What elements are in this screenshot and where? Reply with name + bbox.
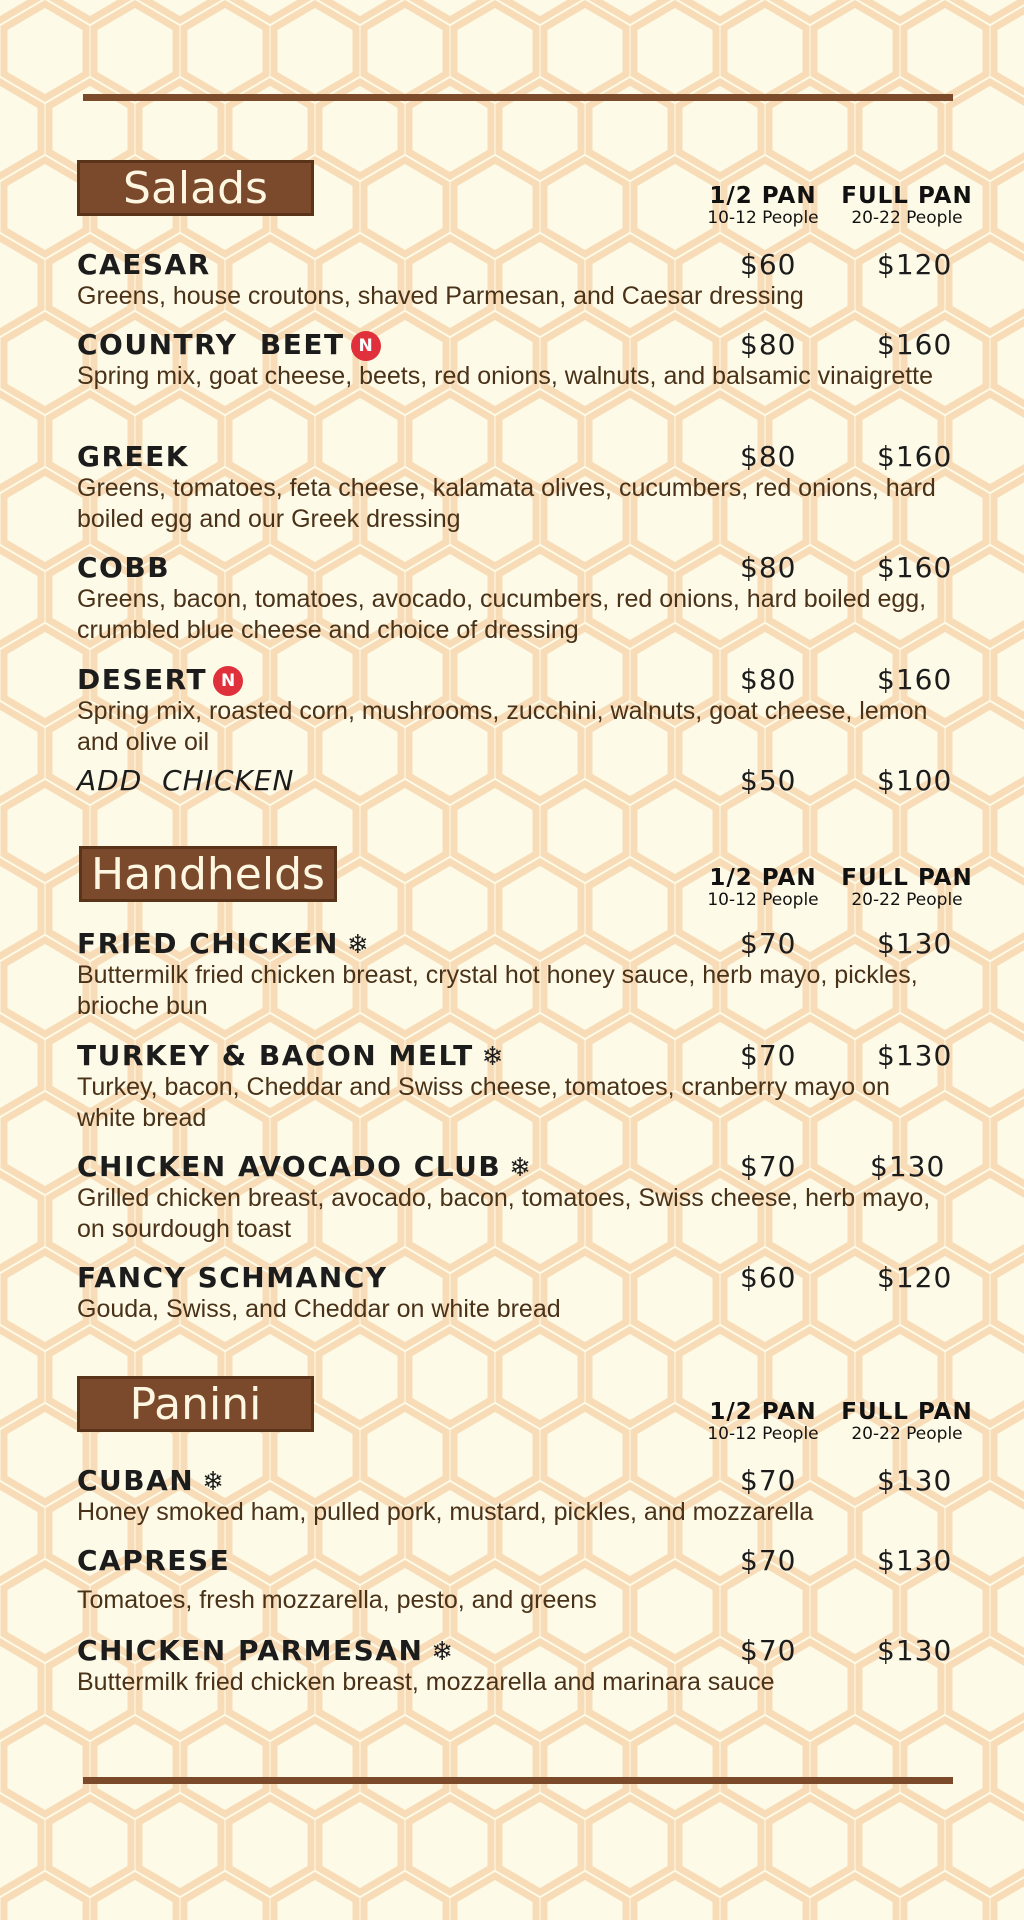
nut-allergen-icon: N xyxy=(213,666,243,696)
snowflake-icon: ❄ xyxy=(431,1637,454,1667)
item-description: Spring mix, roasted corn, mushrooms, zucchini, walnuts, goat cheese, lemon and olive oil xyxy=(77,697,928,756)
full-pan-header: FULL PAN 20-22 People xyxy=(841,865,973,910)
item-name: FRIED CHICKEN xyxy=(77,927,339,960)
full-pan-price: $130 xyxy=(870,1150,946,1183)
snowflake-icon: ❄ xyxy=(202,1467,225,1497)
item-name: CHICKEN PARMESAN xyxy=(77,1634,424,1667)
half-pan-price: $60 xyxy=(740,1261,797,1294)
item-name: CUBAN xyxy=(77,1464,195,1497)
snowflake-icon: ❄ xyxy=(509,1153,531,1183)
item-name: FANCY SCHMANCY xyxy=(77,1261,388,1294)
full-pan-price: $130 xyxy=(877,1634,953,1667)
item-name: COBB xyxy=(77,551,171,584)
full-pan-price: $130 xyxy=(877,1464,953,1497)
nut-allergen-icon: N xyxy=(351,331,381,361)
half-pan-price: $70 xyxy=(740,1039,797,1072)
half-pan-price: $70 xyxy=(740,1634,797,1667)
item-description: Greens, bacon, tomatoes, avocado, cucumbers, red onions, hard boiled egg, crumbled blue cheese and choice of dressing xyxy=(77,585,927,644)
full-pan-header: FULL PAN 20-22 People xyxy=(841,1399,973,1444)
half-pan-price: $80 xyxy=(740,663,797,696)
item-description: Buttermilk fried chicken breast, mozzarella and marinara sauce xyxy=(77,1668,775,1696)
full-pan-price: $130 xyxy=(877,1544,953,1577)
item-description: Buttermilk fried chicken breast, crystal hot honey sauce, herb mayo, pickles, brioche bun xyxy=(77,961,918,1020)
item-name: TURKEY & BACON MELT xyxy=(77,1039,474,1072)
item-name: ADD CHICKEN xyxy=(77,764,295,797)
half-pan-price: $70 xyxy=(740,1464,797,1497)
item-description: Greens, house croutons, shaved Parmesan, and Caesar dressing xyxy=(77,282,804,310)
half-pan-price: $80 xyxy=(740,551,797,584)
half-pan-header: 1/2 PAN 10-12 People xyxy=(707,183,819,228)
item-description: Turkey, bacon, Cheddar and Swiss cheese, tomatoes, cranberry mayo on white bread xyxy=(77,1073,890,1132)
top-divider xyxy=(83,94,953,101)
item-name: CAPRESE xyxy=(77,1544,231,1577)
half-pan-price: $60 xyxy=(740,248,797,281)
section-title: Panini xyxy=(77,1376,314,1432)
item-description: Honey smoked ham, pulled pork, mustard, pickles, and mozzarella xyxy=(77,1498,814,1526)
item-description: Greens, tomatoes, feta cheese, kalamata olives, cucumbers, red onions, hard boiled egg and our Greek dressing xyxy=(77,474,936,533)
full-pan-price: $160 xyxy=(877,663,953,696)
snowflake-icon: ❄ xyxy=(346,930,369,960)
half-pan-price: $80 xyxy=(740,440,797,473)
half-pan-header: 1/2 PAN 10-12 People xyxy=(707,1399,819,1444)
full-pan-price: $160 xyxy=(877,551,953,584)
half-pan-price: $70 xyxy=(740,1544,797,1577)
half-pan-price: $70 xyxy=(740,1150,797,1183)
full-pan-price: $100 xyxy=(877,764,953,797)
half-pan-header: 1/2 PAN 10-12 People xyxy=(707,865,819,910)
item-name: GREEK xyxy=(77,440,189,473)
item-description: Gouda, Swiss, and Cheddar on white bread xyxy=(77,1295,561,1323)
full-pan-price: $160 xyxy=(877,440,953,473)
section-title: Salads xyxy=(77,160,314,216)
half-pan-price: $50 xyxy=(740,764,797,797)
full-pan-price: $120 xyxy=(877,248,953,281)
item-description: Spring mix, goat cheese, beets, red onions, walnuts, and balsamic vinaigrette xyxy=(77,362,934,390)
full-pan-price: $130 xyxy=(877,1039,953,1072)
half-pan-price: $70 xyxy=(740,927,797,960)
item-description: Tomatoes, fresh mozzarella, pesto, and greens xyxy=(77,1586,597,1614)
snowflake-icon: ❄ xyxy=(481,1042,504,1072)
half-pan-price: $80 xyxy=(740,328,797,361)
full-pan-price: $120 xyxy=(877,1261,953,1294)
item-name: CAESAR xyxy=(77,248,211,281)
item-name: DESERT xyxy=(77,663,208,696)
item-name: COUNTRY BEET xyxy=(77,328,345,361)
full-pan-header: FULL PAN 20-22 People xyxy=(841,183,973,228)
item-description: Grilled chicken breast, avocado, bacon, tomatoes, Swiss cheese, herb mayo, on sourdough toast xyxy=(77,1184,931,1243)
section-title: Handhelds xyxy=(79,846,337,902)
bottom-divider xyxy=(83,1777,953,1784)
item-name: CHICKEN AVOCADO CLUB xyxy=(77,1150,502,1183)
full-pan-price: $160 xyxy=(877,328,953,361)
full-pan-price: $130 xyxy=(877,927,953,960)
